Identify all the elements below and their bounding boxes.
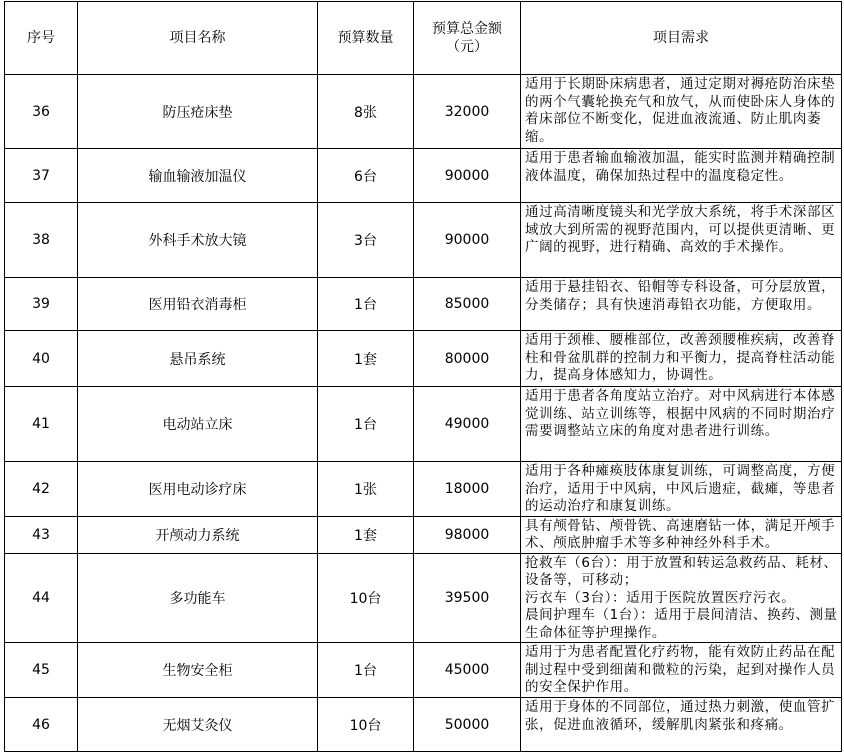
- cell-req: 适用于颈椎、腰椎部位，改善颈腰椎疾病，改善脊柱和骨盆肌群的控制力和平衡力，提高脊柱活动能力，提高身体感知力，协调性。: [521, 331, 842, 387]
- table-row: [5, 516, 842, 553]
- cell-amount: 18000: [414, 462, 521, 517]
- cell-amount: 80000: [414, 331, 521, 387]
- table-row: [5, 331, 842, 387]
- table-row: [5, 643, 842, 698]
- cell-qty: 1套: [318, 331, 414, 387]
- table-row: [5, 553, 842, 643]
- header-amount-line2: （元）: [446, 39, 488, 55]
- cell-no: 46: [5, 698, 78, 752]
- table-row: [5, 462, 842, 517]
- cell-qty: 1张: [318, 462, 414, 517]
- cell-name: 输血输液加温仪: [78, 149, 318, 203]
- cell-qty: 10台: [318, 553, 414, 643]
- cell-amount: 85000: [414, 278, 521, 331]
- cell-no: 38: [5, 203, 78, 278]
- cell-no: 36: [5, 75, 78, 149]
- cell-req: 适用于各种瘫痪肢体康复训练，可调整高度，方便治疗，适用于中风病，中风后遗症，截瘫，等患者的运动治疗和康复训练。: [521, 462, 842, 517]
- cell-name: 无烟艾灸仪: [78, 698, 318, 752]
- cell-req: 适用于为患者配置化疗药物，能有效防止药品在配制过程中受到细菌和微粒的污染，起到对操作人员的安全保护作用。: [521, 643, 842, 698]
- header-no: 序号: [5, 2, 78, 75]
- cell-name: 外科手术放大镜: [78, 203, 318, 278]
- cell-no: 41: [5, 387, 78, 462]
- procurement-table: [4, 1, 842, 752]
- cell-req: 适用于患者各角度站立治疗。对中风病进行本体感觉训练、站立训练等，根据中风病的不同时期治疗需要调整站立床的角度对患者进行训练。: [521, 387, 842, 462]
- cell-amount: 98000: [414, 516, 521, 553]
- cell-name: 医用铅衣消毒柜: [78, 278, 318, 331]
- cell-name: 电动站立床: [78, 387, 318, 462]
- header-amount-line1: 预算总金额: [432, 21, 502, 37]
- cell-name: 多功能车: [78, 553, 318, 643]
- cell-amount: 90000: [414, 149, 521, 203]
- cell-no: 42: [5, 462, 78, 517]
- cell-name: 防压疮床垫: [78, 75, 318, 149]
- cell-name: 开颅动力系统: [78, 516, 318, 553]
- cell-name: 医用电动诊疗床: [78, 462, 318, 517]
- header-req: 项目需求: [521, 2, 842, 75]
- cell-no: 39: [5, 278, 78, 331]
- cell-qty: 10台: [318, 698, 414, 752]
- cell-qty: 1套: [318, 516, 414, 553]
- cell-no: 43: [5, 516, 78, 553]
- cell-req: 抢救车（6台）：用于放置和转运急救药品、耗材、设备等，可移动； 污衣车（3台）：适用于医院放置医疗污衣。 晨间护理车（1台）：适用于晨间清洁、换药、测量生命体征等护理操作。: [521, 553, 842, 643]
- cell-amount: 32000: [414, 75, 521, 149]
- cell-no: 44: [5, 553, 78, 643]
- cell-amount: 45000: [414, 643, 521, 698]
- header-qty: 预算数量: [318, 2, 414, 75]
- cell-req: 适用于身体的不同部位，通过热力刺激，使血管扩张，促进血液循环，缓解肌肉紧张和疼痛。: [521, 698, 842, 752]
- table-row: [5, 387, 842, 462]
- cell-no: 45: [5, 643, 78, 698]
- cell-name: 生物安全柜: [78, 643, 318, 698]
- cell-no: 37: [5, 149, 78, 203]
- cell-qty: 6台: [318, 149, 414, 203]
- table-row: [5, 75, 842, 149]
- cell-req: 通过高清晰度镜头和光学放大系统，将手术深部区域放大到所需的视野范围内，可以提供更清晰、更广阔的视野，进行精确、高效的手术操作。: [521, 203, 842, 278]
- cell-req: 适用于长期卧床病患者，通过定期对褥疮防治床垫的两个气囊轮换充气和放气，从而使卧床人身体的着床部位不断变化，促进血液流通、防止肌肉萎缩。: [521, 75, 842, 149]
- cell-amount: 50000: [414, 698, 521, 752]
- cell-qty: 1台: [318, 278, 414, 331]
- cell-qty: 3台: [318, 203, 414, 278]
- header-name: 项目名称: [78, 2, 318, 75]
- header-row: [5, 2, 842, 75]
- cell-req: 具有颅骨钻、颅骨铣、高速磨钻一体，满足开颅手术、颅底肿瘤手术等多种神经外科手术。: [521, 516, 842, 553]
- header-amount: [414, 2, 521, 75]
- cell-amount: 90000: [414, 203, 521, 278]
- cell-qty: 1台: [318, 387, 414, 462]
- cell-no: 40: [5, 331, 78, 387]
- cell-amount: 39500: [414, 553, 521, 643]
- table-row: [5, 278, 842, 331]
- cell-name: 悬吊系统: [78, 331, 318, 387]
- cell-req: 适用于悬挂铅衣、铅帽等专科设备，可分层放置，分类储存；具有快速消毒铅衣功能，方便取用。: [521, 278, 842, 331]
- cell-req: 适用于患者输血输液加温，能实时监测并精确控制液体温度，确保加热过程中的温度稳定性。: [521, 149, 842, 203]
- cell-qty: 8张: [318, 75, 414, 149]
- cell-amount: 49000: [414, 387, 521, 462]
- cell-qty: 1台: [318, 643, 414, 698]
- table-row: [5, 698, 842, 752]
- table-row: [5, 149, 842, 203]
- table-row: [5, 203, 842, 278]
